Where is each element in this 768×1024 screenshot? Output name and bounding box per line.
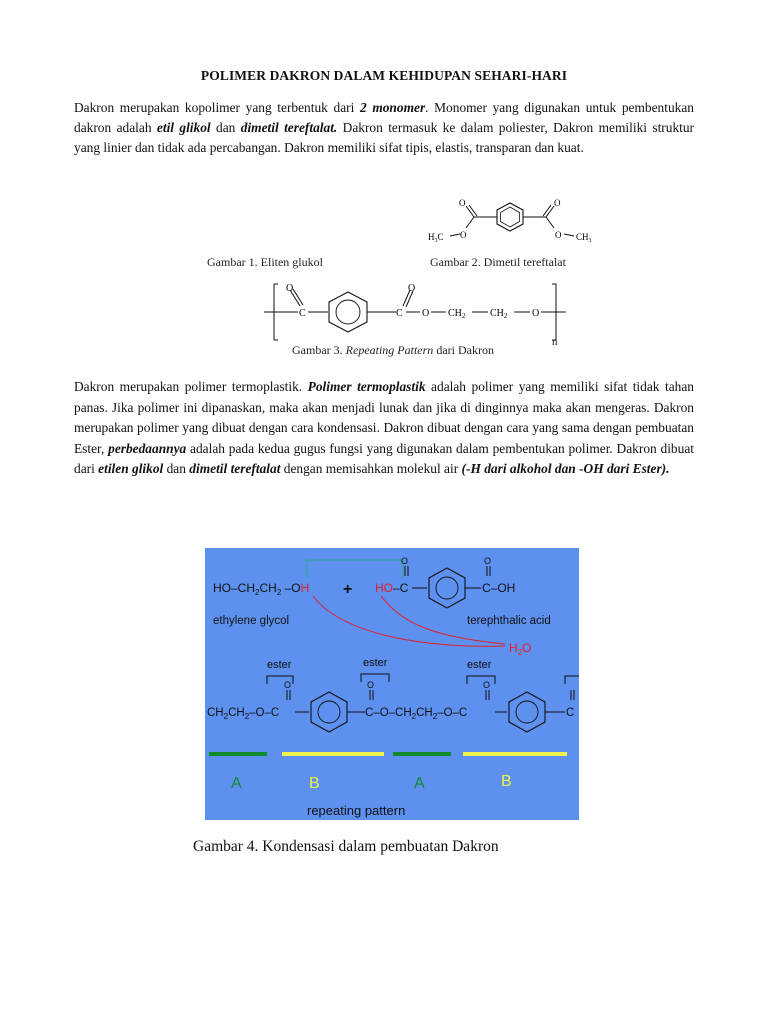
- svg-text:C: C: [566, 707, 575, 719]
- svg-text:ester: ester: [267, 659, 292, 671]
- svg-text:O: O: [484, 556, 492, 566]
- svg-text:O: O: [408, 283, 416, 294]
- figure-1-caption: Gambar 1. Eliten glukol: [207, 255, 323, 269]
- ester-oxygen-right: O: [555, 230, 562, 240]
- dacron-repeating-unit-structure: [262, 278, 572, 350]
- page-title: POLIMER DAKRON DALAM KEHIDUPAN SEHARI-HARI: [200, 68, 568, 83]
- ethylene-glycol-label: ethylene glycol: [213, 615, 290, 627]
- segment-label-b-1: B: [309, 775, 320, 792]
- water-label: $H_2O$: [509, 641, 532, 657]
- dimethyl-terephthalate-structure: [420, 196, 600, 248]
- segment-label-a-1: A: [231, 775, 242, 792]
- svg-text:C: C: [396, 308, 403, 319]
- svg-text:ester: ester: [363, 657, 388, 669]
- svg-text:O: O: [483, 680, 491, 690]
- segment-bar-b-2: [463, 752, 567, 756]
- segment-bar-a-1: [209, 752, 267, 756]
- plus-sign: +: [343, 581, 353, 598]
- carbonyl-oxygen-right: O: [554, 198, 561, 208]
- svg-text:H3C: $H_3C$: [428, 232, 444, 244]
- svg-text:O: O: [284, 680, 292, 690]
- segment-bar-a-2: [393, 752, 451, 756]
- segment-bar-b-1: [282, 752, 384, 756]
- paragraph-intro: Dakron merupakan kopolimer yang terbentuk dari 2 monomer. Monomer yang digunakan untuk pembentukan dakron adalah etil glikol dan dimetil tereftalat. Dakron termasuk ke dalam poliester, Dakron memiliki struktur yang linier dan tidak ada percabangan. Dakron memiliki sifat tipis, elastis, transparan dan kuat.: [74, 100, 695, 155]
- svg-text:ester: ester: [467, 659, 492, 671]
- svg-text:C–OH: C–OH: [482, 581, 516, 595]
- svg-text:CH3: $CH_3$: [576, 232, 592, 244]
- svg-text:O: O: [367, 680, 375, 690]
- svg-text:HO–CH2CH2 –OH: $HO-CH_2CH_2$ –OH: [213, 581, 310, 597]
- svg-text:O: O: [286, 283, 294, 294]
- svg-text:–C: –C: [393, 581, 409, 595]
- svg-text:O: O: [401, 556, 409, 566]
- svg-text:O: O: [422, 308, 430, 319]
- figure-2-caption: Gambar 2. Dimetil tereftalat: [430, 255, 566, 269]
- carbonyl-oxygen-left: O: [459, 198, 466, 208]
- paragraph-thermoplastic: Dakron merupakan polimer termoplastik. Polimer termoplastik adalah polimer yang memiliki sifat tidak tahan panas. Jika polimer ini dipanaskan, maka akan menjadi lunak dan jika di dinginnya maka akan mengeras. Dakron merupakan polimer yang dibuat dengan cara kondensasi. Dakron dibuat dengan cara yang sama dengan pembuatan Ester, perbedaannya adalah pada kedua gugus fungsi yang digunakan dalam pembentukan polimer. Dakron dibuat dari etilen glikol dan dimetil tereftalat dengan memisahkan molekul air (-H dari alkohol dan -OH dari Ester).: [74, 379, 694, 476]
- terephthalic-acid-label: terephthalic acid: [467, 615, 551, 627]
- svg-text:O: O: [532, 308, 540, 319]
- figure-3-caption: Gambar 3. Repeating Pattern dari Dakron: [292, 343, 494, 357]
- svg-text:CH2: $CH_2$: [448, 308, 466, 320]
- segment-label-a-2: A: [414, 775, 425, 792]
- repeating-pattern-label: repeating pattern: [307, 803, 406, 818]
- figure-4-caption: Gambar 4. Kondensasi dalam pembuatan Dakron: [193, 838, 499, 855]
- svg-text:C–O–CH2CH2–O–C: $C-O-CH_2CH_2-O-C$: [365, 707, 468, 721]
- condensation-diagram: [205, 548, 579, 820]
- polymer-subscript-n: n: [552, 336, 558, 348]
- svg-text:HO: HO: [375, 581, 393, 595]
- svg-text:CH2: $CH_2$: [490, 308, 508, 320]
- ester-oxygen-left: O: [460, 230, 467, 240]
- svg-text:C: C: [299, 308, 306, 319]
- svg-text:CH2CH2–O–C: $CH_2CH_2-O-C$: [207, 707, 280, 721]
- segment-label-b-2: B: [501, 773, 512, 790]
